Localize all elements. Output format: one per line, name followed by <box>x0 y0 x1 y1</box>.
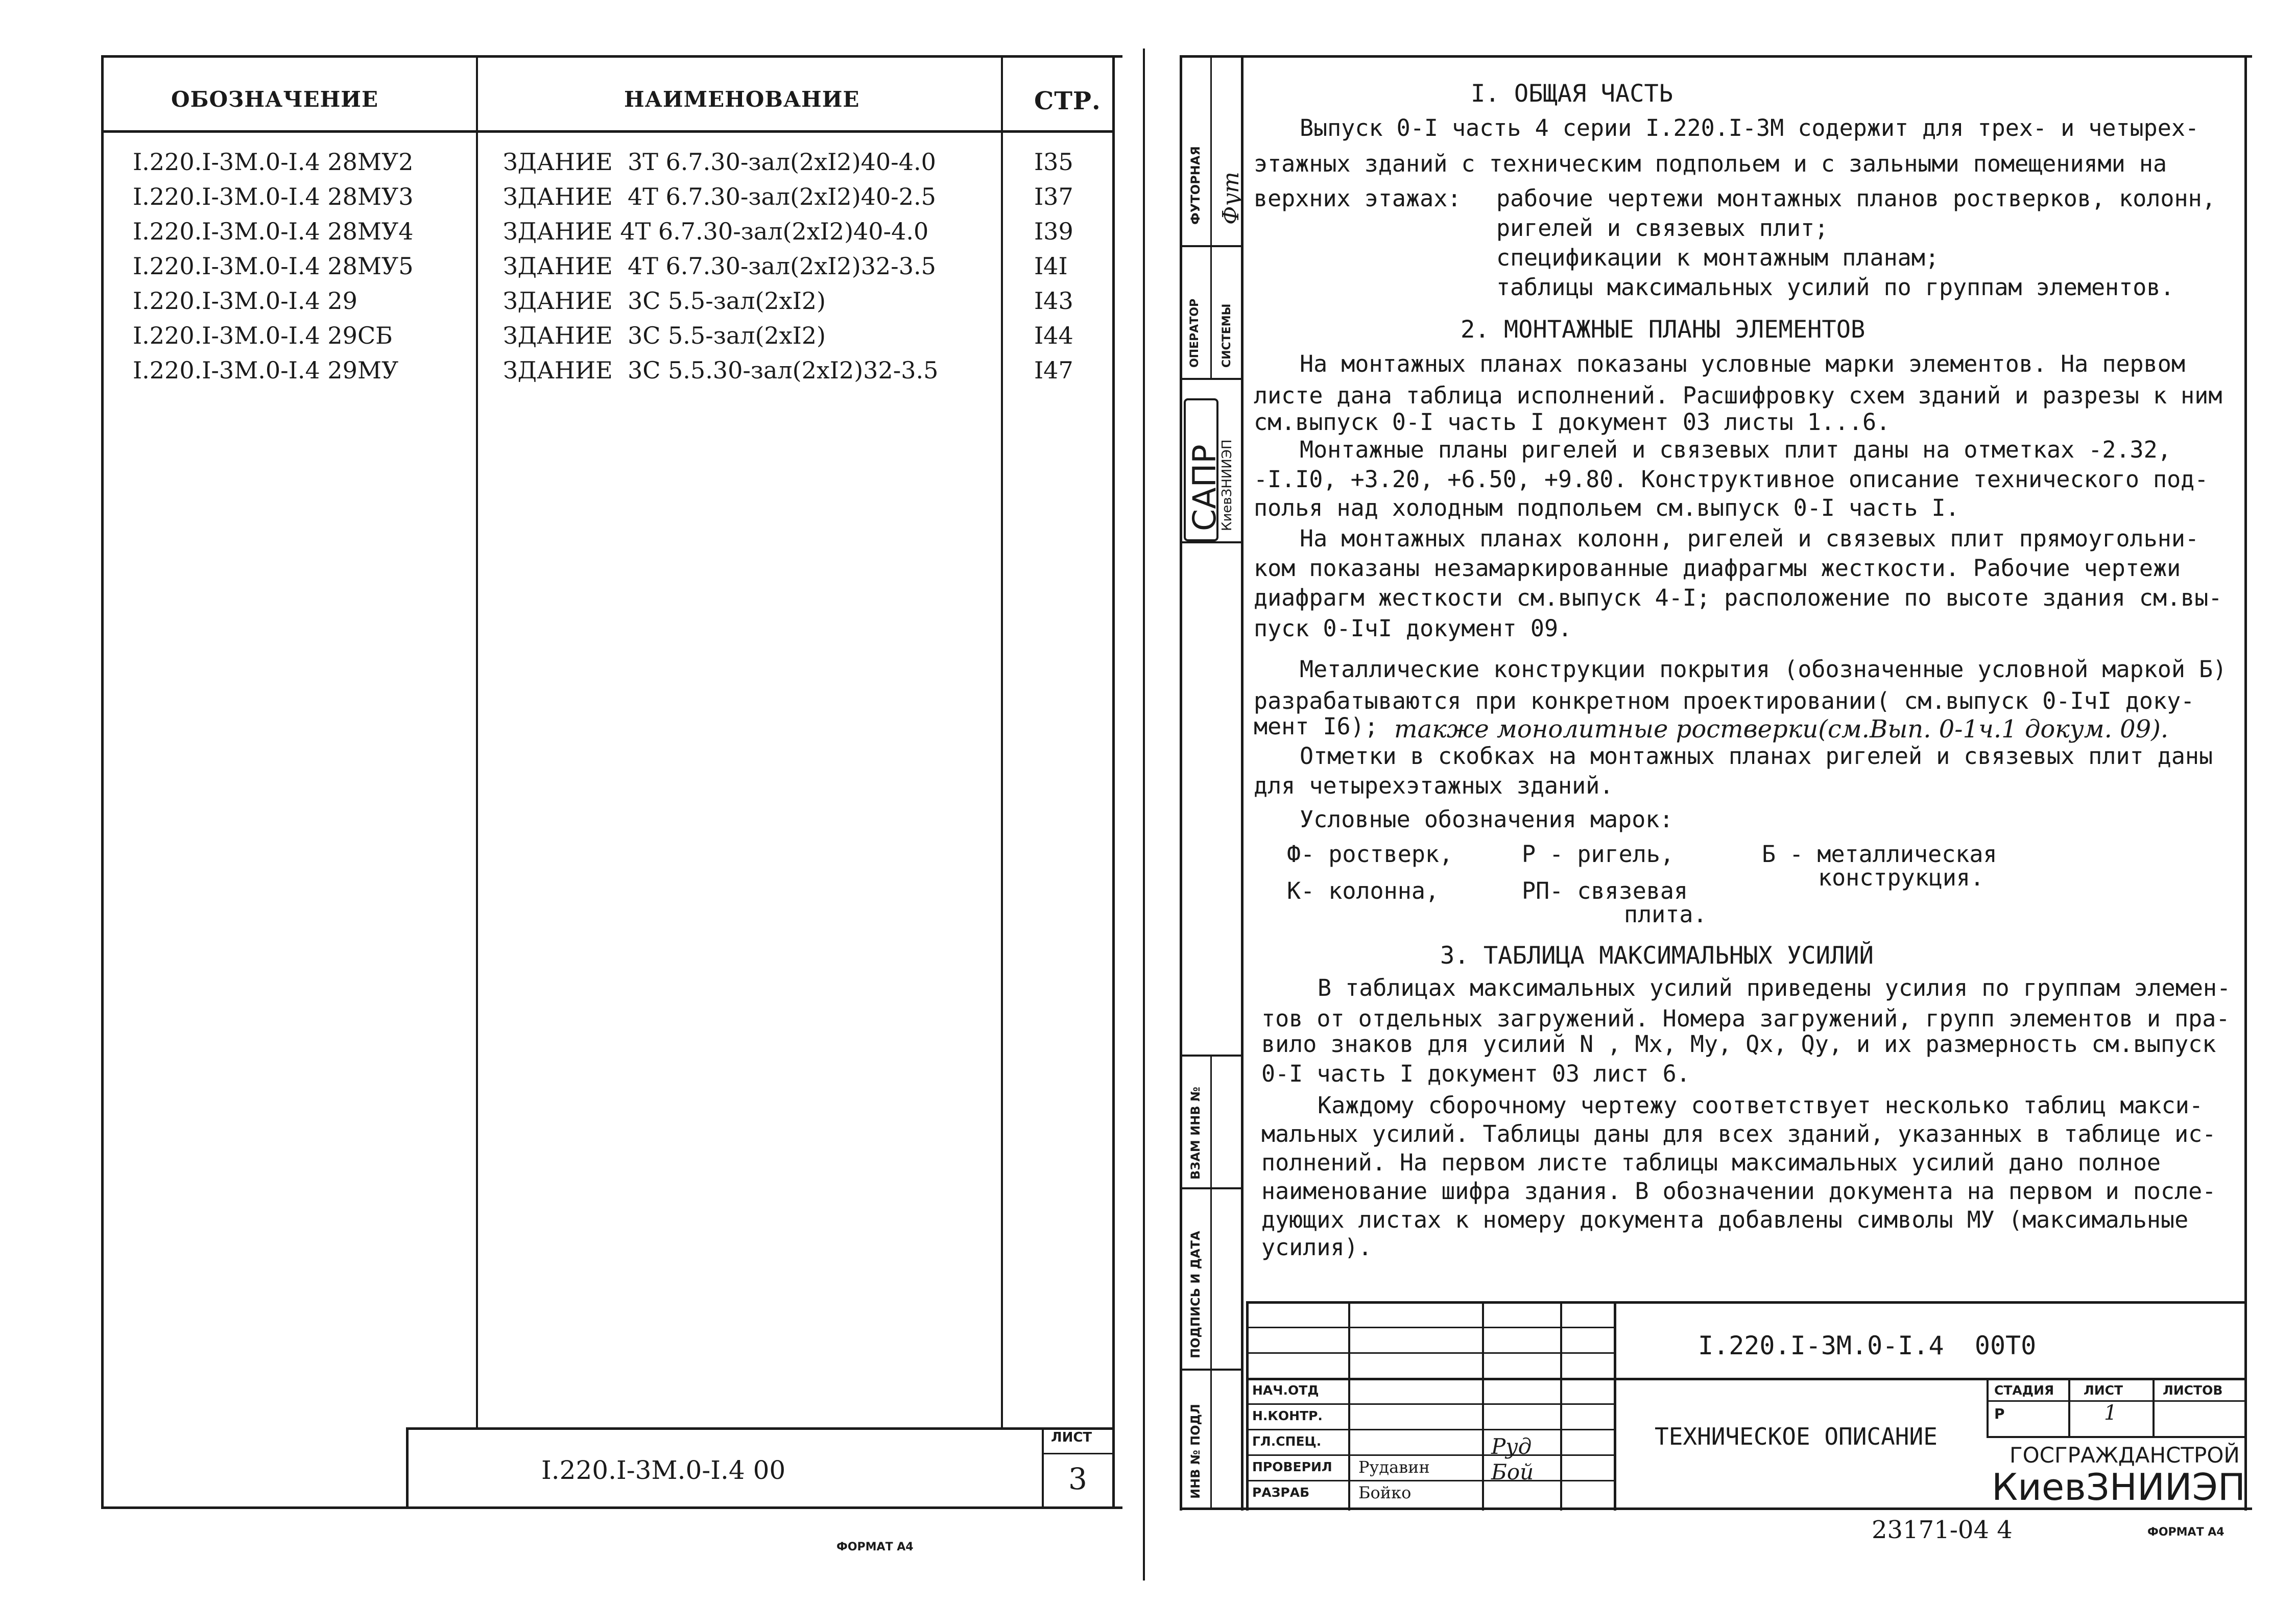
section3-line: мальных усилий. Таблицы даны для всех зданий, указанных в таблице ис- <box>1261 1120 2216 1147</box>
left-sheet-label: ЛИСТ <box>1051 1430 1092 1445</box>
stamp-org-1: ГОСГРАЖДАНСТРОЙ <box>2010 1443 2240 1468</box>
column-header-page: СТР. <box>1034 87 1101 115</box>
left-col-sep-2 <box>1001 55 1003 1429</box>
signature-developed: Бой <box>1491 1459 1534 1485</box>
section2-line: Условные обозначения марок: <box>1300 806 1673 833</box>
contents-row-name: ЗДАНИЕ 4Т 6.7.30-зал(2хI2)32-3.5 <box>503 252 936 280</box>
contents-row-page: I43 <box>1034 287 1073 315</box>
side-strip-sep-3 <box>1180 541 1243 543</box>
legend-k: К- колонна, <box>1287 877 1440 904</box>
legend-r: Р - ригель, <box>1522 841 1675 868</box>
section3-line: вило знаков для усилий N , Mx, My, Qx, Qy, и их размерность см.выпуск <box>1261 1031 2216 1058</box>
contents-row-page: I47 <box>1034 356 1073 384</box>
section2-line: листе дана таблица исполнений. Расшифровку схем зданий и разрезы к ним <box>1254 382 2222 409</box>
stamp-col-4 <box>1614 1301 1616 1511</box>
contents-row-designation: I.220.I-3М.0-I.4 29СБ <box>133 322 393 349</box>
section2-line: диафрагм жесткости см.выпуск 4-I; расположение по высоте здания см.вы- <box>1254 584 2222 611</box>
section2-line: Металлические конструкции покрытия (обозначенные условной маркой Б) <box>1300 656 2227 683</box>
section2-line: На монтажных планах показаны условные марки элементов. На первом <box>1300 350 2185 377</box>
futornaya-signature: Фут <box>1218 172 1244 225</box>
contents-row-page: I37 <box>1034 183 1073 210</box>
left-footer-sheet-sep-h <box>1042 1453 1113 1454</box>
side-label-sapr: САПР <box>1186 444 1223 531</box>
contents-row-designation: I.220.I-3М.0-I.4 28МУ4 <box>133 218 414 245</box>
section3-title: 3. ТАБЛИЦА МАКСИМАЛЬНЫХ УСИЛИЙ <box>1440 942 1874 970</box>
stamp-stage-value: Р <box>1994 1405 2005 1422</box>
stamp-document-title: ТЕХНИЧЕСКОЕ ОПИСАНИЕ <box>1655 1423 1938 1450</box>
section3-line: дующих листах к номеру документа добавлены символы МУ (максимальные <box>1261 1206 2189 1233</box>
stamp-col-3 <box>1560 1301 1562 1511</box>
right-frame-top <box>1180 55 2252 58</box>
s1-line-7: таблицы максимальных усилий по группам элементов. <box>1496 274 2174 301</box>
contents-row-name: ЗДАНИЕ 4Т 6.7.30-зал(2хI2)40-2.5 <box>503 183 936 210</box>
legend-b1: Б - металлическая <box>1762 841 1997 868</box>
contents-row-designation: I.220.I-3М.0-I.4 29 <box>133 287 357 315</box>
right-frame-left <box>1180 55 1182 1511</box>
left-header-line <box>101 130 1115 133</box>
side-label-inv: ИНВ № ПОДЛ <box>1188 1404 1203 1499</box>
section3-line: В таблицах максимальных усилий приведены усилия по группам элемен- <box>1318 974 2231 1001</box>
side-label-sistemy: СИСТЕМЫ <box>1221 303 1233 368</box>
section3-line: усилия). <box>1261 1234 1372 1261</box>
stamp-row-2 <box>1246 1352 1614 1354</box>
contents-row-designation: I.220.I-3М.0-I.4 28МУ3 <box>133 183 414 210</box>
stamp-role-label: ПРОВЕРИЛ <box>1252 1459 1332 1474</box>
stamp-stage-sep-2 <box>2152 1378 2155 1437</box>
side-strip-inner <box>1210 55 1212 379</box>
section2-line: полья над холодным подпольем см.выпуск 0-I часть I. <box>1254 494 1959 521</box>
side-label-vzam: ВЗАМ ИНВ № <box>1188 1087 1203 1180</box>
column-header-name: НАИМЕНОВАНИЕ <box>624 87 860 112</box>
section2-line: для четырехэтажных зданий. <box>1254 772 1614 799</box>
section1-title: I. ОБЩАЯ ЧАСТЬ <box>1471 80 1673 108</box>
section3-line: 0-I часть I документ 03 лист 6. <box>1261 1060 1690 1087</box>
section2-line: ком показаны незамаркированные диафрагмы жесткости. Рабочие чертежи <box>1254 555 2181 582</box>
left-frame-right <box>1112 55 1115 1508</box>
contents-row-designation: I.220.I-3М.0-I.4 29МУ <box>133 356 399 384</box>
section3-line: полнений. На первом листе таблицы максимальных усилий дано полное <box>1261 1149 2161 1176</box>
right-field-left <box>1241 55 1243 1511</box>
left-footer-top <box>406 1427 1115 1430</box>
stamp-row-7 <box>1246 1480 1614 1481</box>
stamp-person-name: Рудавин <box>1358 1457 1430 1477</box>
section3-line: наименование шифра здания. В обозначении документа на первом и после- <box>1261 1178 2216 1205</box>
right-format-label: ФОРМАТ А4 <box>2147 1526 2225 1539</box>
stamp-sheet-value: 1 <box>2104 1401 2117 1425</box>
stamp-stage-bottom <box>1987 1436 2247 1438</box>
s1-line-4: рабочие чертежи монтажных планов ростверков, колонн, <box>1496 185 2216 212</box>
legend-f: Ф- ростверк, <box>1287 841 1453 868</box>
stamp-role-label: Н.КОНТР. <box>1252 1408 1323 1423</box>
column-header-designation: ОБОЗНАЧЕНИЕ <box>171 87 378 112</box>
section2-line: см.выпуск 0-I часть I документ 03 листы 1...6. <box>1254 409 1891 436</box>
legend-rp2: плита. <box>1624 901 1707 928</box>
s1-line-2: этажных зданий с техническим подпольем и с зальными помещениями на <box>1254 150 2167 177</box>
stamp-role-label: НАЧ.ОТД <box>1252 1383 1319 1398</box>
contents-row-page: I44 <box>1034 322 1073 349</box>
s1-line-6: спецификации к монтажным планам; <box>1496 244 1939 271</box>
contents-row-name: ЗДАНИЕ 3С 5.5.30-зал(2хI2)32-3.5 <box>503 356 939 384</box>
legend-rp1: РП- связевая <box>1522 877 1688 904</box>
sheet-divider <box>1143 49 1145 1581</box>
stamp-role-label: РАЗРАБ <box>1252 1485 1310 1500</box>
contents-row-designation: I.220.I-3М.0-I.4 28МУ2 <box>133 148 414 176</box>
stamp-row-1 <box>1246 1327 1614 1328</box>
left-footer-code: I.220.I-3М.0-I.4 00 <box>541 1455 786 1485</box>
side-label-podpis: ПОДПИСЬ И ДАТА <box>1188 1231 1203 1358</box>
stamp-sheets-label: ЛИСТОВ <box>2163 1383 2223 1398</box>
stamp-role-label: ГЛ.СПЕЦ. <box>1252 1434 1322 1449</box>
contents-row-page: I39 <box>1034 218 1073 245</box>
side-label-futornaya: ФУТОРНАЯ <box>1188 146 1203 225</box>
left-col-sep-1 <box>476 55 478 1429</box>
contents-row-name: ЗДАНИЕ 3С 5.5-зал(2хI2) <box>503 287 826 315</box>
left-frame-bottom <box>101 1506 1122 1509</box>
stamp-person-name: Бойко <box>1358 1483 1412 1502</box>
left-footer-sheet-sep <box>1042 1427 1044 1509</box>
contents-row-designation: I.220.I-3М.0-I.4 28МУ5 <box>133 252 414 280</box>
s1-line-5: ригелей и связевых плит; <box>1496 214 1829 242</box>
section2-title: 2. МОНТАЖНЫЕ ПЛАНЫ ЭЛЕМЕНТОВ <box>1461 316 1865 344</box>
section2-line: мент I6); <box>1254 713 1378 740</box>
stamp-row-5 <box>1246 1429 1614 1430</box>
s1-line-1: Выпуск 0-I часть 4 серии I.220.I-3М содержит для трех- и четырех- <box>1300 114 2199 141</box>
section2-line: Монтажные планы ригелей и связевых плит даны на отметках -2.32, <box>1300 436 2171 463</box>
right-frame-right <box>2244 55 2247 1511</box>
stamp-col-2 <box>1482 1301 1484 1511</box>
contents-row-name: ЗДАНИЕ 3Т 6.7.30-зал(2хI2)40-4.0 <box>503 148 936 176</box>
section2-line: На монтажных планах колонн, ригелей и связевых плит прямоугольни- <box>1300 525 2199 552</box>
stamp-stage-label: СТАДИЯ <box>1994 1383 2054 1398</box>
stamp-stage-left <box>1987 1378 1989 1437</box>
legend-b2: конструкция. <box>1818 864 1984 891</box>
bottom-number: 23171-04 4 <box>1872 1516 2013 1544</box>
left-frame-left <box>101 55 104 1508</box>
signature-checked: Руд <box>1491 1434 1532 1459</box>
stamp-stage-sep-1 <box>2068 1378 2070 1437</box>
contents-row-name: ЗДАНИЕ 3С 5.5-зал(2хI2) <box>503 322 826 349</box>
left-sheet-number: 3 <box>1068 1462 1087 1496</box>
stamp-col-1 <box>1348 1301 1350 1511</box>
section2-line: пуск 0-IчI документ 09. <box>1254 615 1572 642</box>
side-label-kiev: КиевЗНИИЭП <box>1219 439 1235 531</box>
handwritten-addition: также монолитные ростверки(см.Вып. 0-1ч.1 докум. 09). <box>1394 715 2169 744</box>
stamp-left <box>1246 1301 1249 1511</box>
side-label-operator: ОПЕРАТОР <box>1188 298 1201 368</box>
stamp-row-4 <box>1246 1403 1614 1405</box>
section3-line: тов от отдельных загружений. Номера загружений, групп элементов и пра- <box>1261 1005 2230 1032</box>
left-format-label: ФОРМАТ А4 <box>836 1541 914 1553</box>
left-frame-top <box>101 55 1122 58</box>
stamp-row-3 <box>1246 1378 2247 1380</box>
stamp-sheet-label: ЛИСТ <box>2084 1383 2123 1398</box>
side-lower-inner <box>1210 1055 1212 1509</box>
contents-row-page: I4I <box>1034 252 1068 280</box>
contents-row-page: I35 <box>1034 148 1073 176</box>
left-footer-left <box>406 1427 409 1509</box>
stamp-document-code: I.220.I-3М.0-I.4 00Т0 <box>1698 1331 2037 1360</box>
s1-line-3: верхних этажах: <box>1254 185 1462 212</box>
section2-line: -I.I0, +3.20, +6.50, +9.80. Конструктивное описание технического под- <box>1254 466 2209 493</box>
section2-line: разрабатываются при конкретном проектировании( см.выпуск 0-IчI доку- <box>1254 687 2195 714</box>
section2-line: Отметки в скобках на монтажных планах ригелей и связевых плит даны <box>1300 743 2213 770</box>
stamp-org-2: КиевЗНИИЭП <box>1992 1466 2246 1509</box>
stamp-row-6 <box>1246 1454 1614 1456</box>
section3-line: Каждому сборочному чертежу соответствует несколько таблиц макси- <box>1318 1092 2203 1119</box>
contents-row-name: ЗДАНИЕ 4Т 6.7.30-зал(2хI2)40-4.0 <box>503 218 929 245</box>
stamp-top <box>1246 1301 2247 1304</box>
